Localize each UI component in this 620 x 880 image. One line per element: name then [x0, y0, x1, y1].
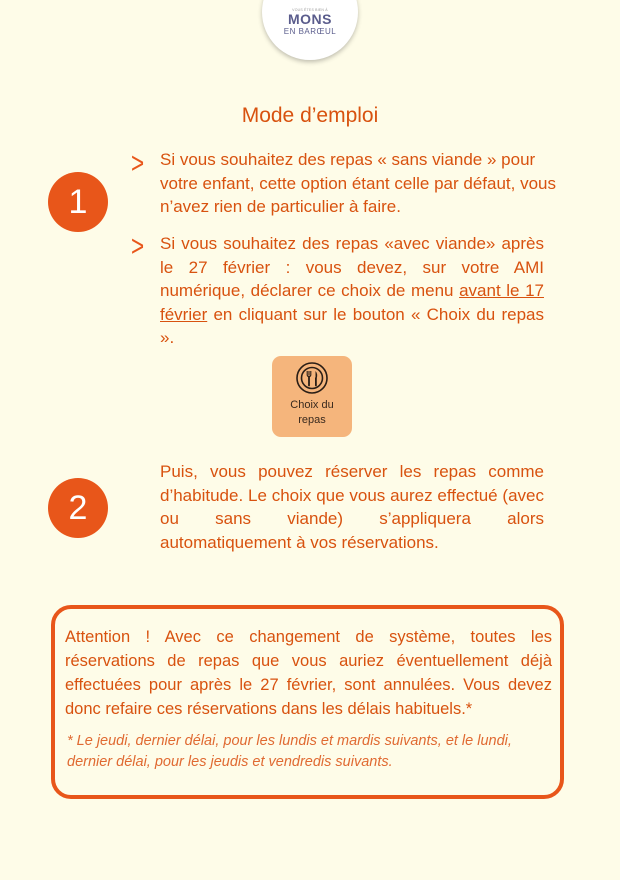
instruction-avec-viande-text: Si vous souhaitez des repas «avec viande» après le 27 février : vous devez, sur votre AMI numérique, déclarer ce choix de menu — [160, 234, 544, 300]
attention-box — [51, 605, 564, 799]
instruction-sans-viande: Si vous souhaitez des repas « sans viande » pour votre enfant, cette option étant celle par défaut, vous n’avez rien de particulier à faire. — [160, 150, 556, 216]
instruction-avec-viande-end: en cliquant sur le bouton « Choix du repas ». — [160, 304, 544, 347]
logo-tagline: VOUS ÊTES BIEN À — [292, 8, 328, 12]
step-number-2: 2 — [48, 478, 108, 538]
choix-du-repas-label-line1: Choix du — [290, 399, 334, 411]
plate-cutlery-icon — [295, 361, 329, 395]
instruction-avec-viande — [160, 232, 544, 350]
choix-du-repas-button[interactable] — [272, 356, 352, 437]
deadline-date: avant le 17 février — [160, 281, 544, 324]
attention-text: Attention ! Avec ce changement de système, toutes les réservations de repas que vous auriez éventuellement déjà effectuées pour après le 27 février, sont annulées. Vous devez donc refaire ces réservations dans les délais habituels.* — [65, 628, 552, 718]
attention-footnote: * Le jeudi, dernier délai, pour les lundis et mardis suivants, et le lundi, dernier délai, pour les jeudis et vendredis suivants. — [67, 733, 512, 770]
choix-du-repas-label-line2: repas — [298, 414, 326, 426]
page-title: Mode d’emploi — [241, 104, 379, 127]
logo-text-mons: MONS — [288, 11, 332, 27]
instruction-reservation: Puis, vous pouvez réserver les repas comme d’habitude. Le choix que vous aurez effectué (avec ou sans viande) s’appliquera alors automatiquement à vos réservations. — [160, 462, 544, 552]
logo-text-en-baroeul: EN BARŒUL — [283, 27, 337, 36]
logo — [262, 0, 358, 60]
step-number-1: 1 — [48, 172, 108, 232]
chevron-right-icon: > — [131, 147, 145, 180]
choix-du-repas-label — [272, 398, 352, 428]
chevron-right-icon: > — [131, 230, 145, 263]
